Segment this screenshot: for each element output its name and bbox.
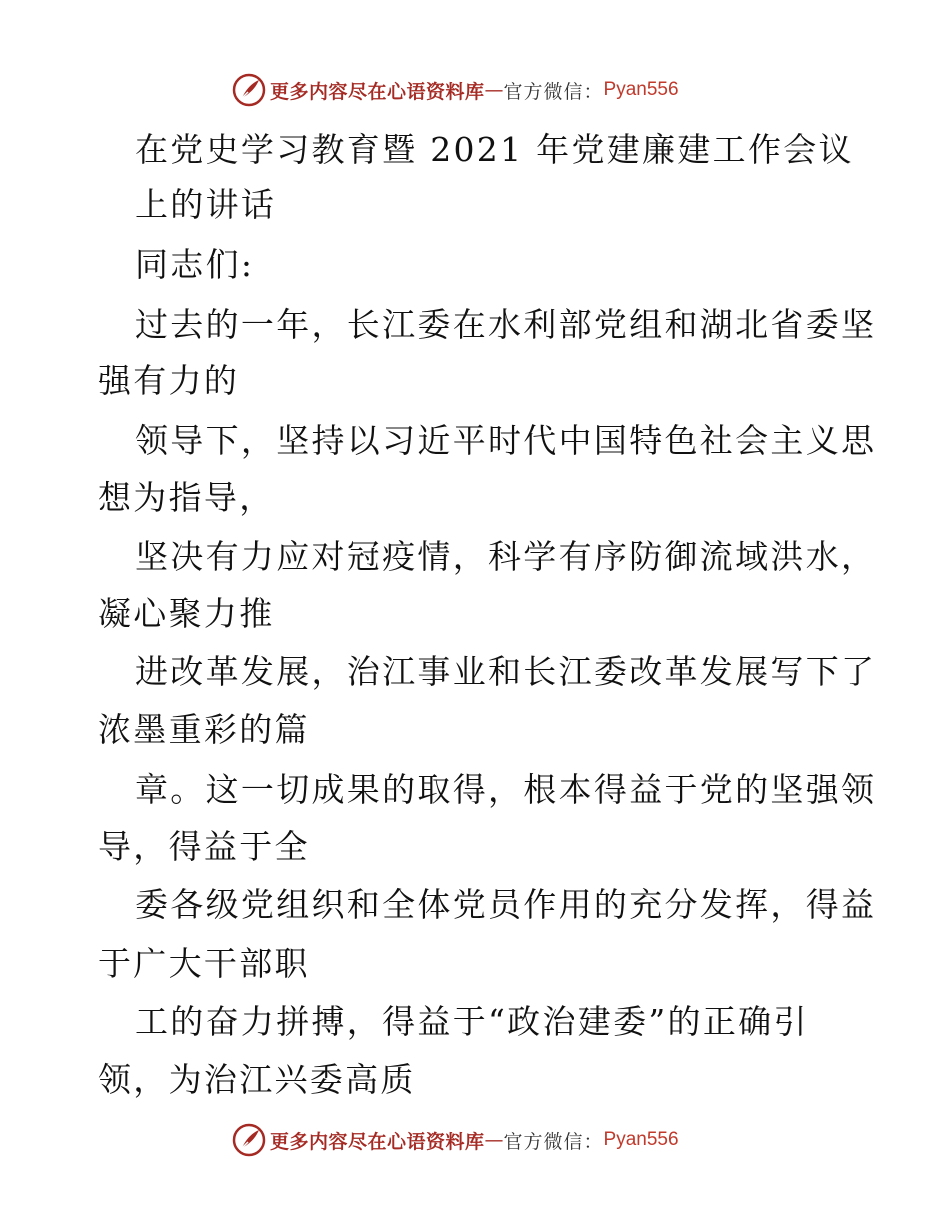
document-title-line-2: 上的讲话: [135, 185, 277, 224]
paragraph-line: 进改革发展，治江事业和长江委改革发展写下了: [135, 652, 877, 691]
footer-watermark: [232, 1120, 679, 1160]
watermark-dash: —: [484, 79, 504, 101]
paragraph-line: 委各级党组织和全体党员作用的充分发挥，得益: [135, 885, 877, 924]
paragraph-line: 想为指导，: [98, 478, 275, 517]
paragraph-line: 于广大干部职: [98, 944, 310, 983]
watermark-label: 官方微信：: [503, 1130, 604, 1153]
paragraph-line: 领，为治江兴委高质: [98, 1060, 416, 1099]
document-title-line-1: 在党史学习教育暨 2021 年党建廉建工作会议: [135, 130, 854, 169]
watermark-label: 官方微信：: [503, 80, 604, 103]
paragraph-line: 章。这一切成果的取得，根本得益于党的坚强领: [135, 770, 877, 809]
paragraph-line: 坚决有力应对冠疫情，科学有序防御流域洪水，: [135, 537, 877, 576]
watermark-site-text: 更多内容尽在心语资料库: [270, 1130, 485, 1153]
watermark-wechat-id: Pyan556: [603, 79, 679, 100]
paragraph-line: 过去的一年，长江委在水利部党组和湖北省委坚: [135, 305, 877, 344]
salutation: 同志们:: [135, 245, 255, 284]
paragraph-line: 导，得益于全: [98, 827, 310, 866]
feather-logo-icon: [232, 73, 266, 107]
paragraph-line: 浓墨重彩的篇: [98, 710, 310, 749]
paragraph-line: 强有力的: [98, 361, 240, 400]
watermark-wechat-id: Pyan556: [603, 1129, 679, 1150]
paragraph-line: 领导下，坚持以习近平时代中国特色社会主义思: [135, 421, 877, 460]
watermark-site-text: 更多内容尽在心语资料库: [270, 80, 485, 103]
paragraph-line: 工的奋力拼搏，得益于“政治建委”的正确引: [135, 1002, 809, 1041]
watermark-dash: —: [484, 1129, 504, 1151]
paragraph-line: 凝心聚力推: [98, 594, 275, 633]
feather-logo-icon: [232, 1123, 266, 1157]
header-watermark: [232, 70, 679, 110]
